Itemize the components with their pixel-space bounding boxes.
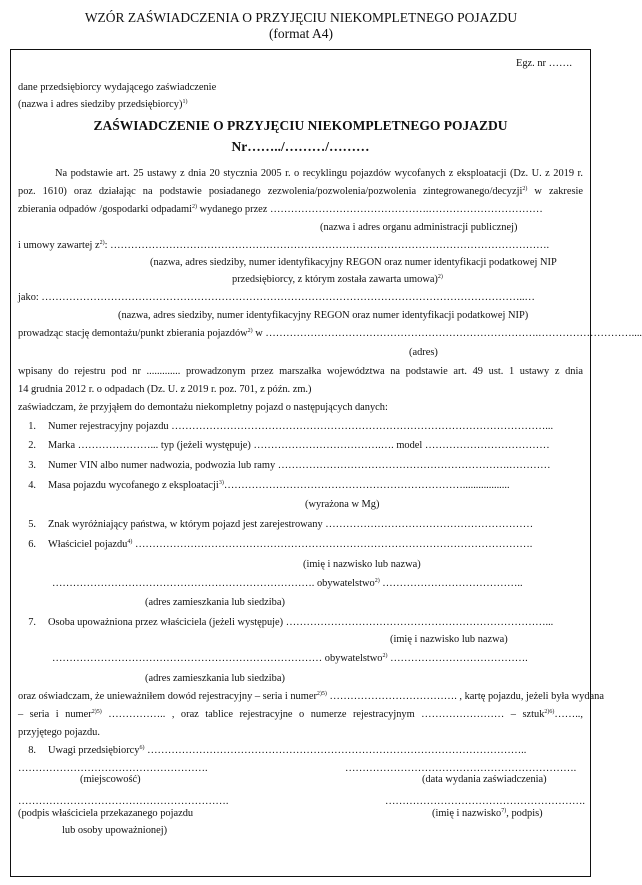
issue-date-field[interactable]: …………………………………………………………. bbox=[345, 763, 577, 774]
owner-address-dots: …………………………………………………………………. obywatelstwo bbox=[52, 578, 375, 589]
issuer-caption bbox=[18, 99, 187, 111]
as-field[interactable]: jako: …………………………………………………………………………………………………………………………..… bbox=[18, 292, 535, 303]
owner-label: Właściciel pojazdu bbox=[48, 539, 128, 550]
authorized-address-citizenship-field[interactable] bbox=[52, 653, 528, 665]
issuer-signature-field[interactable]: …………………………………………………. bbox=[385, 796, 586, 807]
footnote-2-5: 2)5) bbox=[91, 709, 102, 715]
owner-name-caption: (imię i nazwisko lub nazwa) bbox=[303, 559, 421, 570]
plates-field[interactable]: …………….. , oraz tablice rejestracyjne o numerze rejestracyjnym …………………… – sztuk bbox=[101, 709, 545, 720]
mass-caption: (wyrażona w Mg) bbox=[305, 499, 380, 510]
intro-line-2 bbox=[18, 186, 583, 198]
as-caption: (nazwa, adres siedziby, numer identyfikacyjny REGON oraz numer identyfikacji podatkowej NIP) bbox=[118, 310, 529, 321]
owner-citizenship-dots: ………………………………….. bbox=[379, 578, 523, 589]
owner-signature-field[interactable]: ……………………………………………………. bbox=[18, 796, 229, 807]
contract-line bbox=[18, 240, 549, 252]
item-number: 7. bbox=[28, 617, 36, 628]
issuer-caption-text: (nazwa i adres siedziby przedsiębiorcy) bbox=[18, 99, 183, 110]
authorized-address-dots: …………………………………………………………………… obywatelstwo bbox=[52, 653, 383, 664]
declaration-text-2: – seria i numer bbox=[18, 709, 92, 720]
footnote-2-5: 2)5) bbox=[316, 691, 327, 697]
footnote-2: 2) bbox=[437, 274, 443, 280]
footnote-2: 2) bbox=[374, 578, 380, 584]
footnote-2-6: 2)6) bbox=[544, 709, 555, 715]
footnote-2: 2) bbox=[522, 186, 528, 192]
registry-line-1: wpisany do rejestru pod nr ............. prowadzonym przez marszałka województwa na podstawie art. 49 ust. 1 ustawy z dnia bbox=[18, 366, 583, 377]
authorized-citizenship-dots: …………………………………. bbox=[387, 653, 528, 664]
item-number: 5. bbox=[28, 519, 36, 530]
issue-date-caption: (data wydania zaświadczenia) bbox=[422, 774, 547, 785]
item-number: 8. bbox=[28, 745, 36, 756]
contract-caption-2-text: przedsiębiorcy, z którym została zawarta umowa) bbox=[232, 274, 438, 285]
registration-doc-field[interactable]: ………………………………. , kartę pojazdu, jeżeli była wydana bbox=[326, 691, 604, 702]
contract-label: i umowy zawartej z bbox=[18, 240, 100, 251]
issuer-signature-caption-b: , podpis) bbox=[506, 808, 543, 819]
item-number: 4. bbox=[28, 480, 36, 491]
remarks-label: Uwagi przedsiębiorcy bbox=[48, 745, 140, 756]
plates-count-field[interactable]: …….., bbox=[554, 709, 583, 720]
declaration-line-2 bbox=[18, 709, 583, 721]
certificate-title: ZAŚWIADCZENIE O PRZYJĘCIU NIEKOMPLETNEGO POJAZDU bbox=[93, 118, 508, 133]
intro-line-2-end: w zakresie bbox=[534, 186, 583, 197]
contract-caption-1: (nazwa, adres siedziby, numer identyfikacyjny REGON oraz numer identyfikacji podatkowej NIP bbox=[150, 257, 557, 268]
page-title: WZÓR ZAŚWIADCZENIA O PRZYJĘCIU NIEKOMPLETNEGO POJAZDU bbox=[84, 10, 518, 25]
place-field[interactable]: ………………………………………………. bbox=[18, 763, 208, 774]
remarks-field[interactable] bbox=[48, 745, 526, 757]
footnote-3: 3) bbox=[218, 480, 224, 486]
certificate-number: Nr……../………/……… bbox=[231, 139, 370, 154]
intro-line-2-text: poz. 1610) oraz działając na podstawie posiadanego zezwolenia/pozwolenia/pozwolenia zintegrowanego/decyzji bbox=[18, 186, 523, 197]
place-caption: (miejscowość) bbox=[80, 774, 141, 785]
station-line bbox=[18, 328, 642, 340]
vehicle-mass-label: Masa pojazdu wycofanego z eksploatacji bbox=[48, 480, 219, 491]
intro-line-3 bbox=[18, 204, 543, 216]
remarks-dots: ……………………………………………………………………………………………….. bbox=[144, 745, 527, 756]
issuer-label: dane przedsiębiorcy wydającego zaświadczenie bbox=[18, 82, 217, 93]
issuer-signature-caption-a: (imię i nazwisko bbox=[432, 808, 502, 819]
registration-number-field[interactable]: Numer rejestracyjny pojazdu ………………………………………………………………………………………………... bbox=[48, 421, 554, 432]
footnote-2: 2) bbox=[99, 240, 105, 246]
item-number: 1. bbox=[28, 421, 36, 432]
issuer-signature-caption bbox=[432, 808, 543, 820]
contract-caption-2 bbox=[232, 274, 443, 286]
declaration-text-1: oraz oświadczam, że unieważniłem dowód rejestracyjny – seria i numer bbox=[18, 691, 317, 702]
footnote-4: 4) bbox=[127, 539, 133, 545]
item-number: 2. bbox=[28, 440, 36, 451]
registry-line-2: 14 grudnia 2012 r. o odpadach (Dz. U. z 2019 r. poz. 701, z późn. zm.) bbox=[18, 384, 312, 395]
owner-address-citizenship-field[interactable] bbox=[52, 578, 523, 590]
certify-line: zaświadczam, że przyjąłem do demontażu niekompletny pojazd o następujących danych: bbox=[18, 402, 388, 413]
vin-field[interactable]: Numer VIN albo numer nadwozia, podwozia lub ramy ………………………………………………………….………… bbox=[48, 460, 551, 471]
vehicle-mass-dots: …………………………………………………………….................. bbox=[223, 480, 510, 491]
footnote-6: 6) bbox=[139, 745, 145, 751]
item-number: 3. bbox=[28, 460, 36, 471]
owner-field[interactable] bbox=[48, 539, 532, 551]
footnote-1: 1) bbox=[182, 99, 188, 105]
footnote-2: 2) bbox=[382, 653, 388, 659]
vehicle-mass-field[interactable] bbox=[48, 480, 510, 492]
declaration-line-1 bbox=[18, 691, 604, 703]
intro-line-1: Na podstawie art. 25 ustawy z dnia 20 stycznia 2005 r. o recyklingu pojazdów wycofanych z eksploatacji (Dz. U. z 2019 r. bbox=[55, 168, 583, 179]
owner-address-caption: (adres zamieszkania lub siedziba) bbox=[145, 597, 285, 608]
footnote-7: 7) bbox=[501, 808, 507, 814]
authorized-name-caption: (imię i nazwisko lub nazwa) bbox=[390, 634, 508, 645]
issuing-organ-field[interactable]: wydanego przez ……………………………………….…………………………… bbox=[199, 204, 543, 215]
owner-signature-caption-2: lub osoby upoważnionej) bbox=[62, 825, 168, 836]
make-type-model-field[interactable]: Marka …………………... typ (jeżeli występuje) ……………………………….…. model ……………………………… bbox=[48, 440, 550, 451]
owner-dots: ……………………………………………………………………………………………………. bbox=[132, 539, 533, 550]
organ-caption: (nazwa i adres organu administracji publicznej) bbox=[320, 222, 518, 233]
address-caption: (adres) bbox=[409, 347, 438, 358]
station-label: prowadząc stację demontażu/punkt zbierania pojazdów bbox=[18, 328, 248, 339]
authorized-address-caption: (adres zamieszkania lub siedziba) bbox=[145, 673, 285, 684]
item-number: 6. bbox=[28, 539, 36, 550]
page-format: (format A4) bbox=[268, 26, 334, 41]
contract-field[interactable]: : ………………………………………………………………………………………………………………. bbox=[104, 240, 550, 251]
footnote-2: 2) bbox=[247, 328, 253, 334]
declaration-line-3: przyjętego pojazdu. bbox=[18, 727, 100, 738]
footnote-2: 2) bbox=[192, 204, 197, 210]
owner-signature-caption-1: (podpis właściciela przekazanego pojazdu bbox=[18, 808, 194, 819]
authorized-person-field[interactable]: Osoba upoważniona przez właściciela (jeżeli występuje) …………………………………………………………………... bbox=[48, 617, 554, 628]
copy-number: Egz. nr ……. bbox=[516, 58, 572, 69]
station-address-field[interactable]: w …………………………………………………………………….……………………….... bbox=[252, 328, 642, 339]
intro-line-3-text: zbierania odpadów /gospodarki odpadami bbox=[18, 204, 192, 215]
country-sign-field[interactable]: Znak wyróżniający państwa, w którym pojazd jest zarejestrowany …………………………………………………… bbox=[48, 519, 534, 530]
